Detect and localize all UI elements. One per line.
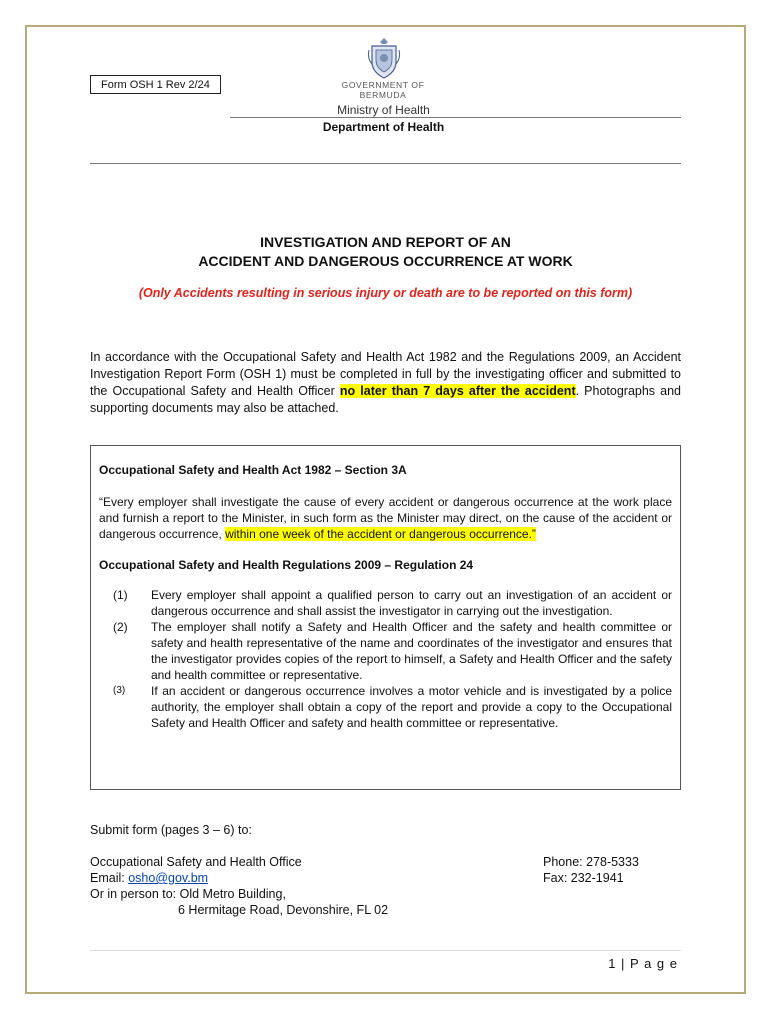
regulation-item [99,587,672,619]
regulation-list [99,587,672,731]
department-name: Department of Health [322,120,445,134]
header-bottom-divider [90,163,681,164]
page-title [90,233,681,271]
regulation-item-text: Every employer shall appoint a qualified person to carry out an investigation of an accident or dangerous occurrence and shall assist the investigator in carrying out the investigation. [151,588,672,618]
footer-divider [90,950,681,951]
phone-number: Phone: 278-5333 [543,855,639,869]
contact-numbers [543,854,639,886]
intro-paragraph [90,349,681,417]
fax-number: Fax: 232-1941 [543,871,624,885]
intro-text-part2: . Photographs and supporting documents may also be attached. [90,384,682,415]
header-divider [230,117,681,118]
act-quote-text: “Every employer shall investigate the cause of every accident or dangerous occurrence at the work place and furnish a report to the Minister, in such form as the Minister may direct, on the cause of the accident or dangerous occurrence, [99,495,672,541]
regulation-item-number: (3) [113,685,126,696]
office-address-block [90,854,490,918]
intro-text-part1: In accordance with the Occupational Safety and Health Act 1982 and the Regulations 2009, an Accident Investigation Report Form (OSH 1) must be completed in full by the investigating officer and submitted to the Occupational Safety and Health Officer [90,350,681,398]
act-quote-highlight: within one week of the accident or dangerous occurrence.” [225,527,536,541]
email-link[interactable]: osho@gov.bm [128,871,209,885]
email-line [90,870,490,886]
title-line-1: INVESTIGATION AND REPORT OF AN [260,234,511,250]
government-name: GOVERNMENT OF BERMUDA [341,80,425,100]
legislation-box [90,445,681,790]
form-code-box: Form OSH 1 Rev 2/24 [90,75,221,94]
title-line-2: ACCIDENT AND DANGEROUS OCCURRENCE AT WORK [198,253,573,269]
deadline-highlight: no later than 7 days after the accident [339,384,576,398]
regulation-item [99,619,672,683]
regulation-item-text: The employer shall notify a Safety and Health Officer and the safety and health committee or safety and health representative of the name and coordinates of the investigator and ensures that the investigator provides copies of the report to himself, a Safety and Health Officer and the safety and health committee or representative. [151,620,672,682]
ministry-name: Ministry of Health [337,103,430,117]
street-address: 6 Hermitage Road, Devonshire, FL 02 [178,903,389,917]
act-heading: Occupational Safety and Health Act 1982 – Section 3A [99,463,407,477]
bermuda-crest-icon [366,36,402,80]
regulation-item-number: (1) [113,588,128,602]
regulation-item-number: (2) [113,620,128,634]
page-number: 1 | P a g e [608,956,678,971]
in-person-line: Or in person to: Old Metro Building, [90,887,286,901]
email-label: Email: [90,871,129,885]
regulation-item-text: If an accident or dangerous occurrence involves a motor vehicle and is investigated by a police authority, the employer shall obtain a copy of the report and provide a copy to the Occupational Safety and Health Officer and safety and health committee or representative. [151,684,672,730]
submit-instruction: Submit form (pages 3 – 6) to: [90,823,252,837]
act-quote [99,494,672,542]
office-name: Occupational Safety and Health Office [90,855,302,869]
regulation-item [99,683,672,731]
regulation-heading: Occupational Safety and Health Regulations 2009 – Regulation 24 [99,558,474,572]
reporting-scope-note: (Only Accidents resulting in serious injury or death are to be reported on this form) [138,286,633,300]
